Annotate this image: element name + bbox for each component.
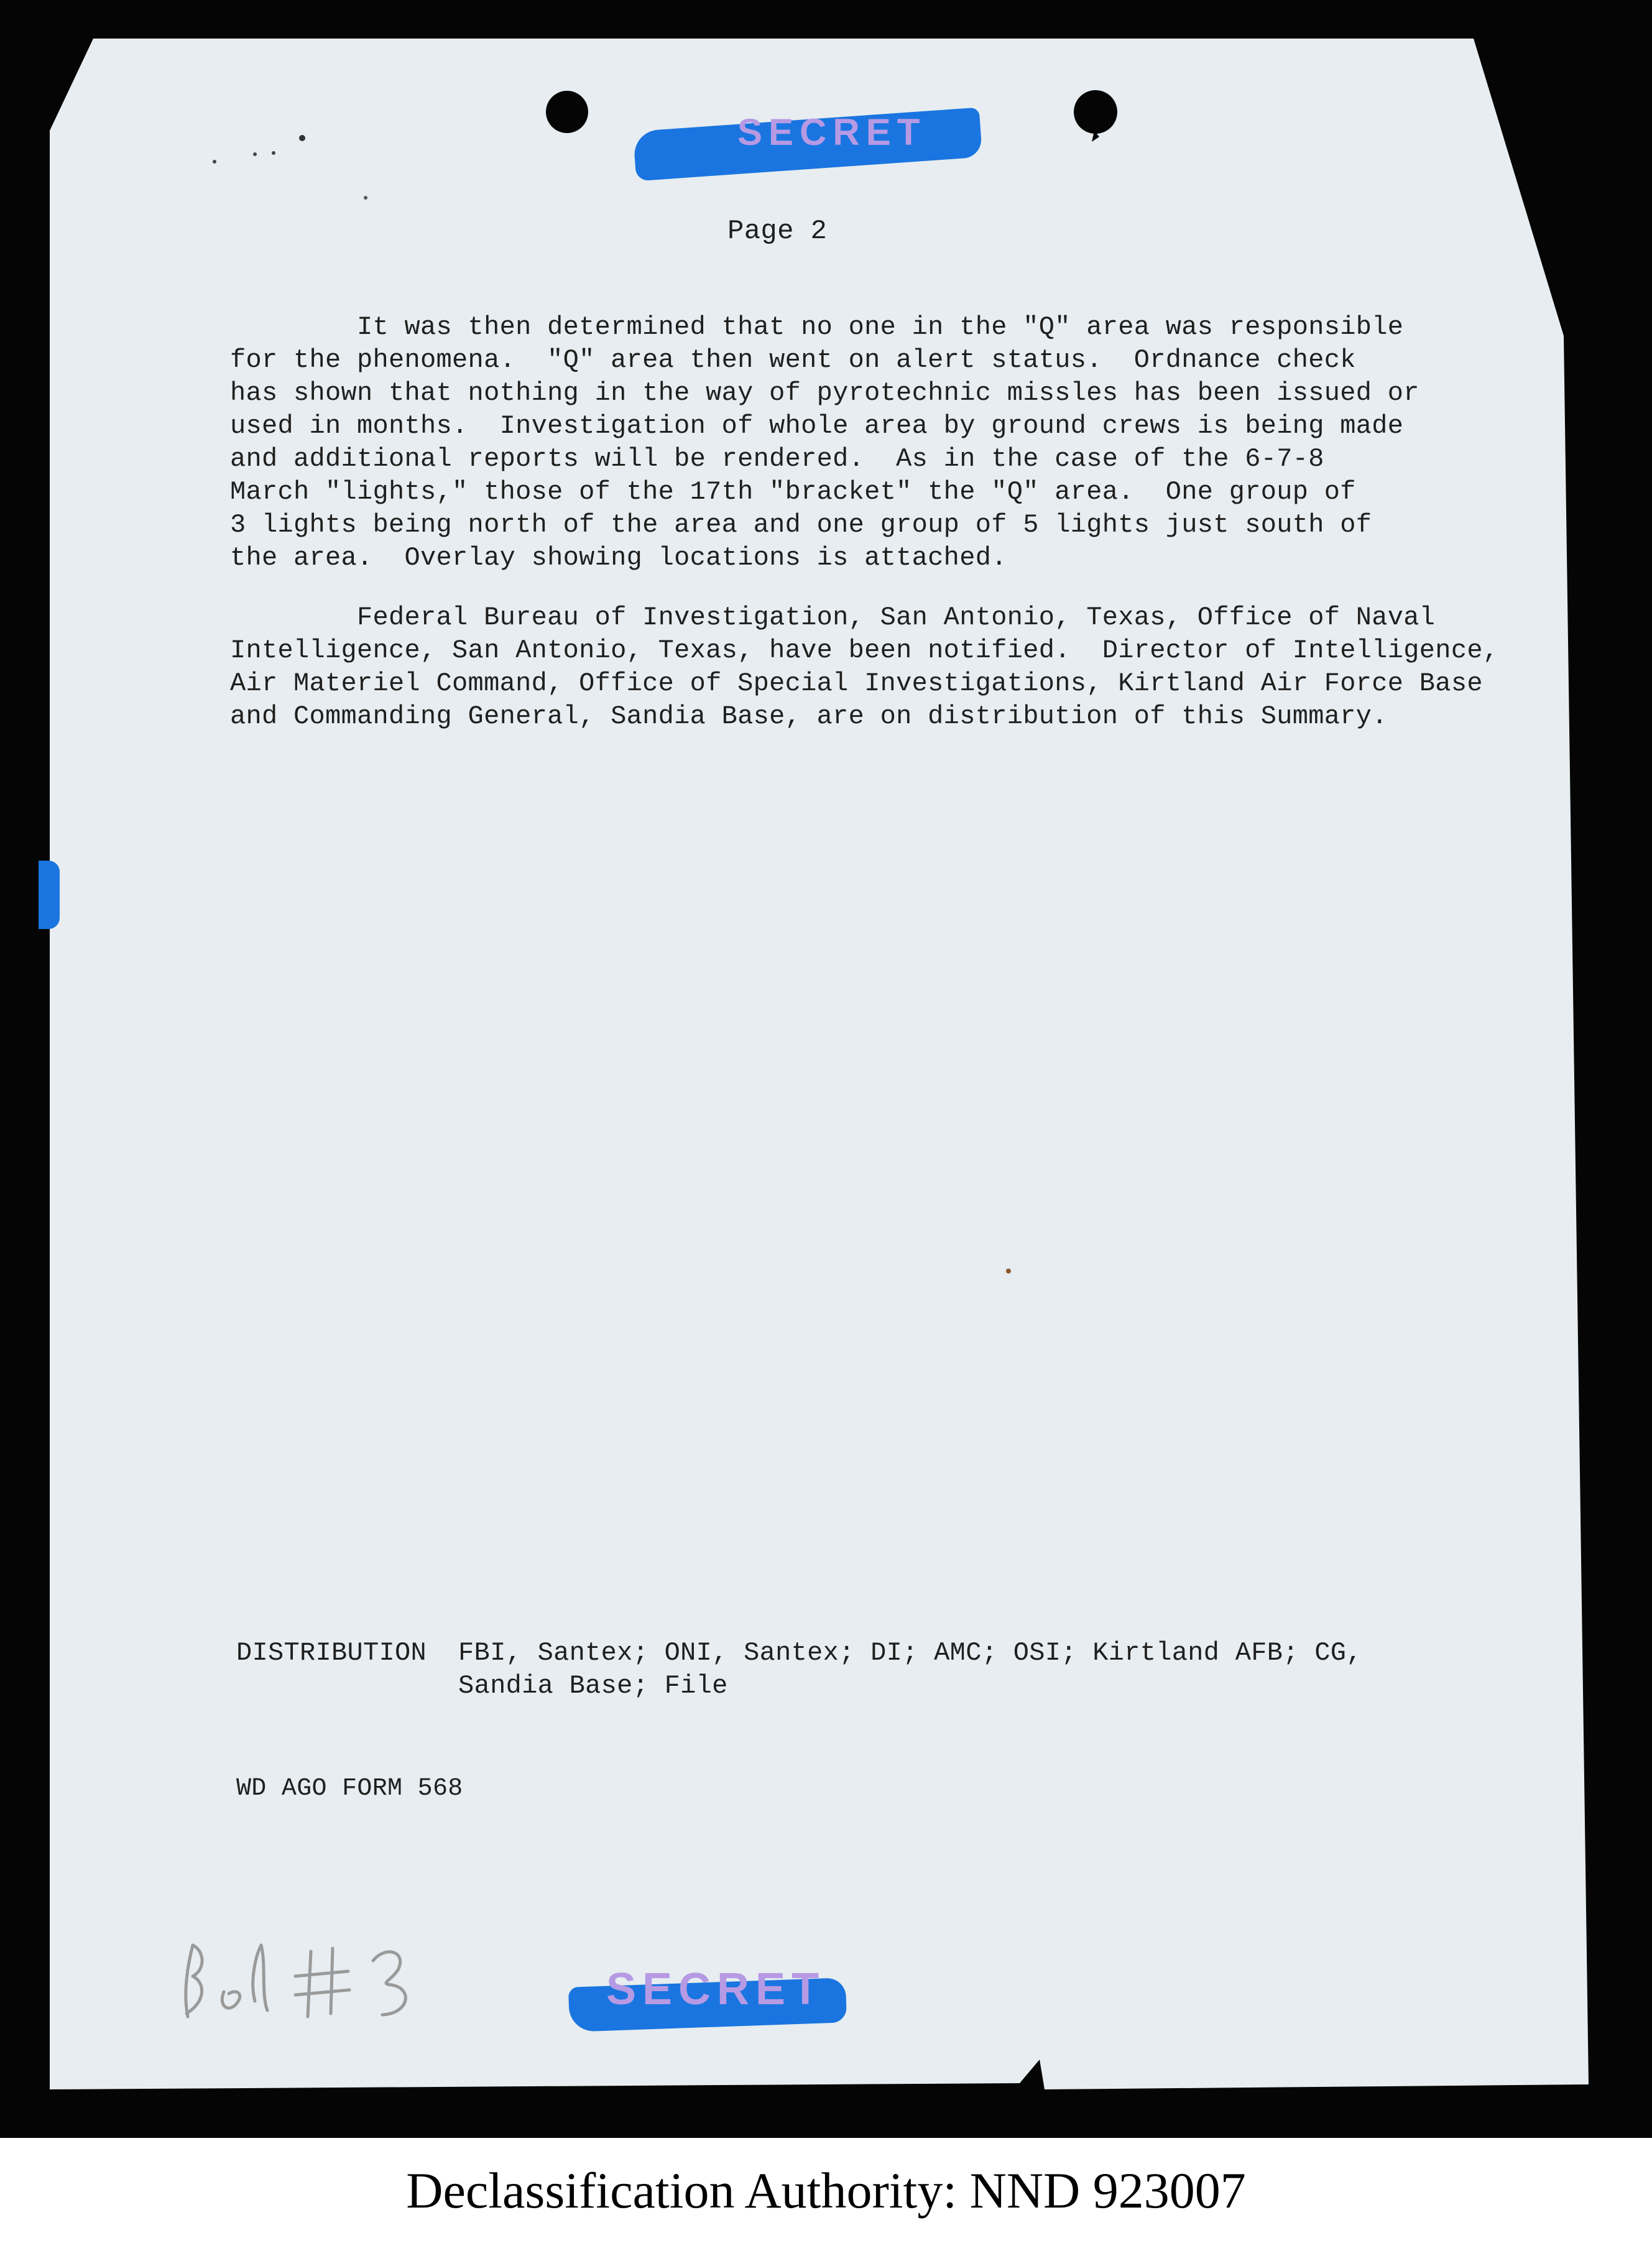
blue-edge-mark [39,861,60,929]
handwritten-note [168,1933,491,2026]
page-number: Page 2 [727,216,828,247]
punch-hole-left [546,91,588,133]
body-paragraph-2: Federal Bureau of Investigation, San Antonio, Texas, Office of Naval Intelligence, San Antonio, Texas, have been notified. Director of Intelligence, Air Materiel Command, Office of Special Investigations, Kirtland Air Force Base and Commanding General, Sandia Base, are on distribution of this Summary. [230,603,1499,731]
distribution-list: DISTRIBUTION FBI, Santex; ONI, Santex; DI; AMC; OSI; Kirtland AFB; CG, Sandia Base; File [236,1638,1362,1701]
declassification-caption [0,2138,1652,2243]
form-identifier: WD AGO FORM 568 [236,1775,463,1803]
secret-stamp-top: SECRET [737,111,926,153]
body-paragraph-1: It was then determined that no one in the "Q" area was responsible for the phenomena. "Q" area then went on alert status. Ordnance check has shown that nothing in the way of pyrotechnic missles has been issued or used in months. Investigation of whole area by ground crews is being made and additional reports will be rendered. As in the case of the 6-7-8 March "lights," those of the 17th "bracket" the "Q" area. One group of 3 lights being north of the area and one group of 5 lights just south of the area. Overlay showing locations is attached. [230,312,1419,573]
declassification-authority-text: Declassification Authority: NND 923007 [406,2162,1246,2219]
punch-hole-right [1074,90,1117,134]
secret-stamp-bottom: SECRET [606,1964,826,2014]
